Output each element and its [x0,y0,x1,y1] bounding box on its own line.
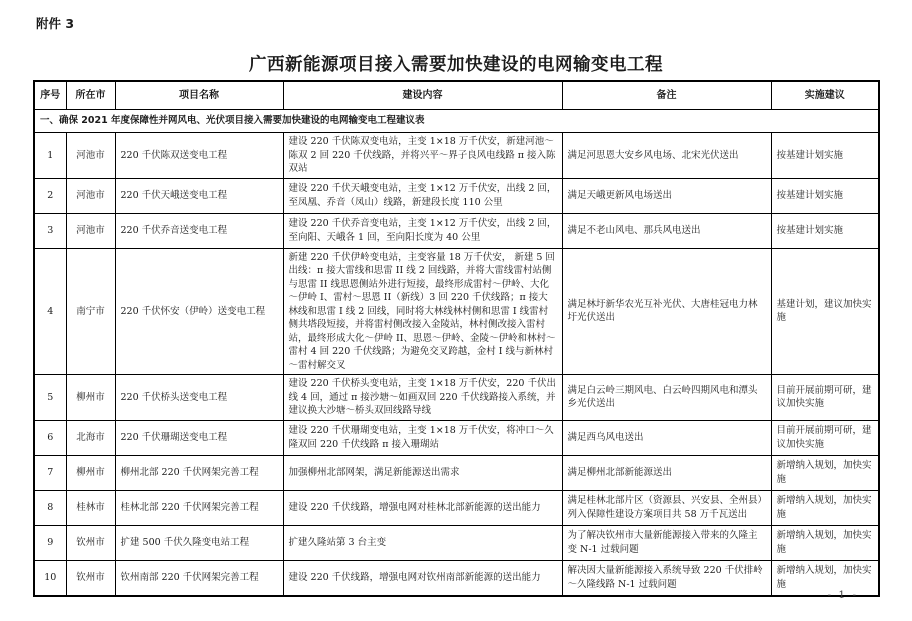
section-header: 一、确保 2021 年度保障性并网风电、光伏项目接入需要加快建设的电网输变电工程建议表 [34,110,879,133]
cell-no: 8 [34,490,66,525]
cell-city: 南宁市 [66,248,115,375]
table-row [34,178,879,213]
cell-content: 建设 220 千伏天峨变电站，主变 1×12 万千伏安，出线 2 回，至凤凰、乔音（凤山）线路，新建段长度 110 公里 [283,178,562,213]
table-row [34,213,879,248]
cell-note: 满足柳州北部新能源送出 [562,455,771,490]
cell-project: 220 千伏陈双送变电工程 [115,133,283,179]
cell-project: 钦州南部 220 千伏网架完善工程 [115,560,283,596]
cell-suggestion: 新增纳入规划，加快实施 [771,560,879,596]
cell-project: 220 千伏桥头送变电工程 [115,375,283,421]
page-number: - 1 - [827,589,858,601]
cell-project: 柳州北部 220 千伏网架完善工程 [115,455,283,490]
cell-no: 5 [34,375,66,421]
cell-city: 河池市 [66,213,115,248]
cell-content: 建设 220 千伏乔音变电站，主变 1×12 万千伏安，出线 2 回，至向阳、天峨各 1 回，至向阳长度为 40 公里 [283,213,562,248]
cell-note: 满足河思恩大安乡风电场、北宋光伏送出 [562,133,771,179]
table-row [34,133,879,179]
cell-suggestion: 按基建计划实施 [771,178,879,213]
table-row [34,490,879,525]
table-row [34,525,879,560]
cell-note: 满足桂林北部片区（资源县、兴安县、全州县）列入保障性建设方案项目共 58 万千瓦送出 [562,490,771,525]
cell-suggestion: 按基建计划实施 [771,213,879,248]
cell-content: 建设 220 千伏线路，增强电网对桂林北部新能源的送出能力 [283,490,562,525]
column-header-content: 建设内容 [283,81,562,110]
cell-note: 解决因大量新能源接入系统导致 220 千伏排岭～久隆线路 N-1 过载问题 [562,560,771,596]
column-header-project: 项目名称 [115,81,283,110]
cell-city: 河池市 [66,178,115,213]
cell-city: 柳州市 [66,455,115,490]
cell-suggestion: 目前开展前期可研，建议加快实施 [771,420,879,455]
cell-no: 6 [34,420,66,455]
cell-suggestion: 按基建计划实施 [771,133,879,179]
attachment-label: 附件 3 [36,16,75,31]
table-row [34,248,879,375]
cell-note: 满足林圩新华农光互补光伏、大唐桂冠电力林圩光伏送出 [562,248,771,375]
cell-project: 220 千伏天峨送变电工程 [115,178,283,213]
cell-note: 满足不老山风电、那兵风电送出 [562,213,771,248]
cell-note: 满足白云岭三期风电、白云岭四期风电和潭头乡光伏送出 [562,375,771,421]
cell-note: 满足天峨更新风电场送出 [562,178,771,213]
cell-no: 1 [34,133,66,179]
cell-content: 建设 220 千伏陈双变电站，主变 1×18 万千伏安，新建河池～陈双 2 回 220 千伏线路，并将兴平～界子良风电线路 π 接入陈双站 [283,133,562,179]
projects-table [33,80,880,597]
table-row [34,455,879,490]
table-row [34,375,879,421]
cell-project: 桂林北部 220 千伏网架完善工程 [115,490,283,525]
cell-no: 4 [34,248,66,375]
cell-content: 扩建久隆站第 3 台主变 [283,525,562,560]
page-title: 广西新能源项目接入需要加快建设的电网输变电工程 [249,55,663,75]
table-row [34,560,879,596]
column-header-no: 序号 [34,81,66,110]
cell-note: 满足西乌风电送出 [562,420,771,455]
cell-city: 柳州市 [66,375,115,421]
table-body [34,110,879,596]
column-header-suggestion: 实施建议 [771,81,879,110]
column-header-note: 备注 [562,81,771,110]
cell-city: 钦州市 [66,525,115,560]
cell-suggestion: 基建计划，建议加快实施 [771,248,879,375]
cell-no: 9 [34,525,66,560]
cell-content: 建设 220 千伏线路，增强电网对钦州南部新能源的送出能力 [283,560,562,596]
cell-city: 北海市 [66,420,115,455]
cell-city: 河池市 [66,133,115,179]
cell-content: 加强柳州北部网架，满足新能源送出需求 [283,455,562,490]
cell-project: 220 千伏怀安（伊岭）送变电工程 [115,248,283,375]
cell-no: 2 [34,178,66,213]
cell-note: 为了解决钦州市大量新能源接入带来的久隆主变 N-1 过载问题 [562,525,771,560]
cell-suggestion: 目前开展前期可研，建议加快实施 [771,375,879,421]
cell-project: 220 千伏乔音送变电工程 [115,213,283,248]
section-header-row [34,110,879,133]
table-header-row [34,81,879,110]
cell-suggestion: 新增纳入规划，加快实施 [771,455,879,490]
table-row [34,420,879,455]
column-header-city: 所在市 [66,81,115,110]
cell-no: 7 [34,455,66,490]
cell-no: 10 [34,560,66,596]
cell-content: 新建 220 千伏伊岭变电站，主变容量 18 万千伏安， 新建 5 回出线：π 接大雷线和思雷 II 线 2 回线路，并将大雷线雷村站侧与思雷 II 线思恩侧站外进行短接，最终形成雷村～伊岭、大化～伊岭 I、雷村～思恩 II（新线）3 回 220 千伏线路；π 接大林线和思雷 I 线 2 回线，同时将大林线林村侧和思雷 I 线雷村侧共塔段短接，并将雷村侧改接入金陵站，林村侧改接入雷村站，最终形成大化～伊岭 II、思恩～伊岭、金陵～伊岭和林村～雷村 4 回 220 千伏线路；为避免交叉跨越，金村 I 线与新林村～雷村解交叉 [283,248,562,375]
cell-project: 220 千伏珊瑚送变电工程 [115,420,283,455]
cell-no: 3 [34,213,66,248]
cell-content: 建设 220 千伏珊瑚变电站，主变 1×18 万千伏安，将冲口～久隆双回 220 千伏线路 π 接入珊瑚站 [283,420,562,455]
cell-content: 建设 220 千伏桥头变电站，主变 1×18 万千伏安，220 千伏出线 4 回，通过 π 接沙塘～如画双回 220 千伏线路接入系统，并建议换大沙塘～桥头双回线路导线 [283,375,562,421]
cell-project: 扩建 500 千伏久隆变电站工程 [115,525,283,560]
cell-city: 钦州市 [66,560,115,596]
cell-suggestion: 新增纳入规划，加快实施 [771,525,879,560]
cell-suggestion: 新增纳入规划，加快实施 [771,490,879,525]
cell-city: 桂林市 [66,490,115,525]
